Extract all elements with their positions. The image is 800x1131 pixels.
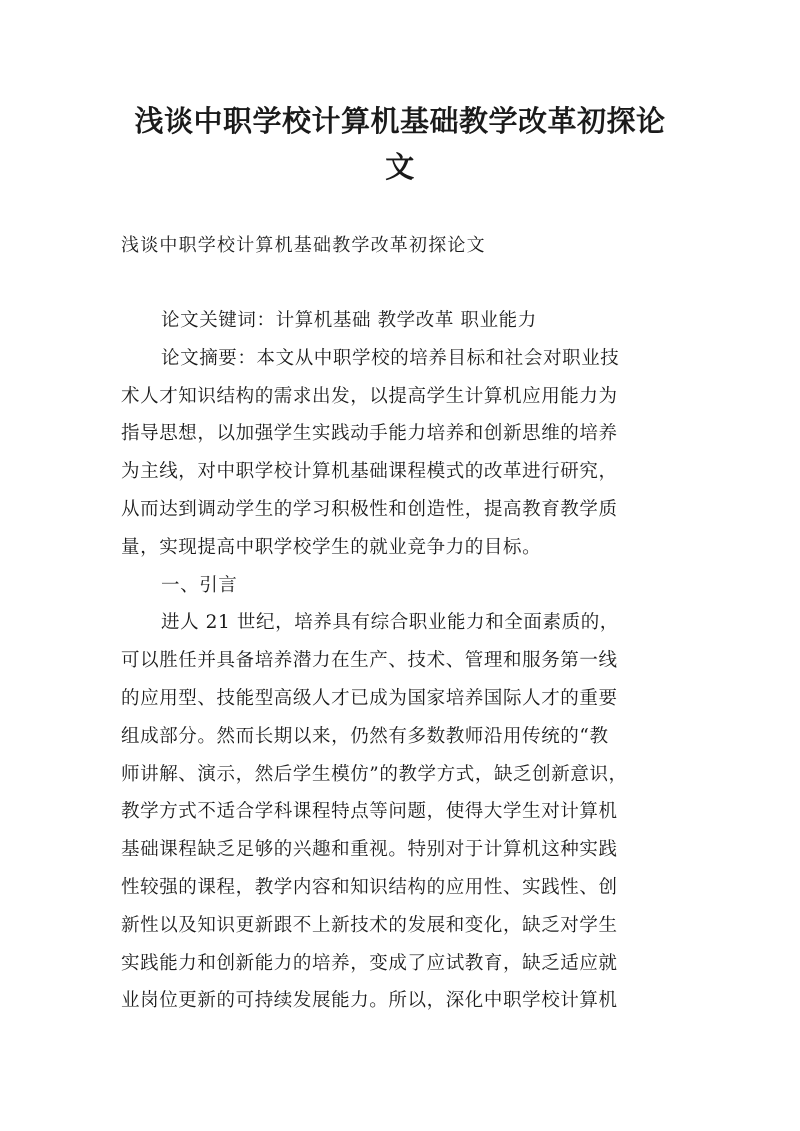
title-line: 文 <box>385 150 415 184</box>
keywords-line: 论文关键词：计算机基础 教学改革 职业能力 <box>161 310 537 331</box>
paragraph-line: 教学方式不适合学科课程特点等问题，使得大学生对计算机 <box>121 801 618 823</box>
document-title <box>120 98 680 190</box>
abstract-line: 术人才知识结构的需求出发，以提高学生计算机应用能力为 <box>121 385 618 407</box>
title-line: 浅谈中职学校计算机基础教学改革初探论 <box>134 104 666 138</box>
abstract-line: 指导思想，以加强学生实践动手能力培养和创新思维的培养 <box>121 423 618 445</box>
paragraph-line: 师讲解、演示，然后学生模仿”的教学方式，缺乏创新意识， <box>121 763 628 785</box>
paragraph-line: 新性以及知识更新跟不上新技术的发展和变化，缺乏对学生 <box>121 914 618 936</box>
abstract-line: 为主线，对中职学校计算机基础课程模式的改革进行研究， <box>121 461 618 483</box>
paragraph-line: 进人 21 世纪，培养具有综合职业能力和全面素质的， <box>161 612 619 634</box>
abstract-line: 量，实现提高中职学校学生的就业竞争力的目标。 <box>121 536 542 558</box>
paragraph-line: 可以胜任并具备培养潜力在生产、技术、管理和服务第一线 <box>121 650 618 672</box>
paragraph-line: 组成部分。然而长期以来，仍然有多数教师沿用传统的“教 <box>121 725 609 747</box>
paragraph-line: 的应用型、技能型高级人才已成为国家培养国际人才的重要 <box>121 687 618 709</box>
paragraph-line: 实践能力和创新能力的培养，变成了应试教育，缺乏适应就 <box>121 952 618 974</box>
paragraph-line: 业岗位更新的可持续发展能力。所以，深化中职学校计算机 <box>121 990 618 1012</box>
section-heading: 一、引言 <box>161 574 238 596</box>
paragraph-line: 基础课程缺乏足够的兴趣和重视。特别对于计算机这种实践 <box>121 839 618 861</box>
document-subtitle: 浅谈中职学校计算机基础教学改革初探论文 <box>121 235 486 256</box>
paragraph-line: 性较强的课程，教学内容和知识结构的应用性、实践性、创 <box>121 876 618 898</box>
abstract-line: 论文摘要：本文从中职学校的培养目标和社会对职业技 <box>161 347 620 369</box>
abstract-line: 从而达到调动学生的学习积极性和创造性，提高教育教学质 <box>121 498 618 520</box>
document-body <box>121 302 686 1020</box>
